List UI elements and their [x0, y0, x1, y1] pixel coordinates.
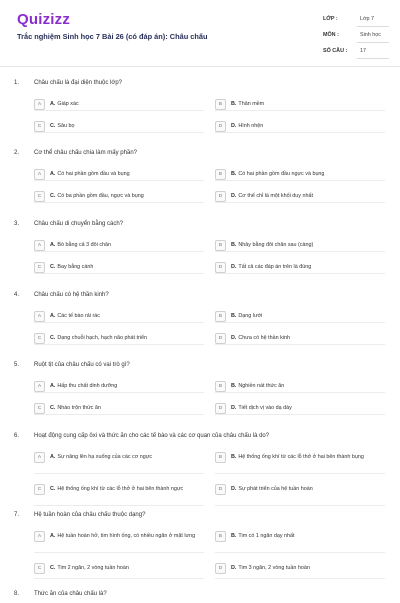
option-label: Hình nhện [238, 123, 264, 129]
question-item [0, 510, 400, 571]
option-text [231, 404, 381, 412]
option-label: Sự phát triển của hệ tuần hoàn [238, 486, 313, 492]
divider [357, 26, 389, 27]
option-text [231, 170, 381, 178]
option-letter: A. [50, 171, 56, 177]
meta-value: 17 [360, 48, 366, 54]
option-letter: D. [231, 405, 237, 411]
question-number: 8. [14, 591, 20, 597]
option-letter: A. [50, 533, 56, 539]
option-letter: A. [50, 242, 56, 248]
answer-option[interactable] [215, 166, 385, 181]
option-letter-box[interactable]: A [34, 531, 45, 542]
option-letter-box[interactable]: C [34, 403, 45, 414]
question-number: 3. [14, 221, 20, 227]
question-header [0, 219, 400, 233]
option-text [50, 263, 200, 271]
option-letter-box[interactable]: D [215, 403, 226, 414]
quizizz-logo[interactable]: Quizizz [17, 11, 71, 28]
option-text [231, 263, 381, 271]
header [0, 0, 400, 67]
option-label: Nghiền nát thức ăn [238, 383, 285, 389]
meta-label: MÔN : [323, 32, 339, 38]
option-letter-box[interactable]: D [215, 262, 226, 273]
option-label: Tiết dịch vị vào dạ dày [238, 405, 292, 411]
answer-option[interactable] [215, 188, 385, 203]
option-label: Hệ thống ống khí từ các lỗ thở ở hai bên thành ngực [57, 486, 184, 492]
option-letter: A. [50, 313, 56, 319]
option-letter: D. [231, 123, 237, 129]
option-text [50, 122, 200, 130]
answer-option[interactable] [34, 308, 204, 323]
page-title: Trắc nghiệm Sinh học 7 Bài 26 (có đáp án): Châu chấu [17, 32, 208, 41]
answer-option[interactable] [215, 259, 385, 274]
option-label: Bò bằng cả 3 đôi chân [57, 242, 112, 248]
option-letter: B. [231, 533, 237, 539]
question-number: 6. [14, 433, 20, 439]
answer-option[interactable] [215, 528, 385, 553]
option-text [231, 532, 381, 540]
question-header [0, 510, 400, 524]
option-letter: C. [50, 193, 56, 199]
answer-option[interactable] [34, 237, 204, 252]
option-text [231, 334, 381, 342]
option-letter: D. [231, 335, 237, 341]
meta-value: Sinh học [360, 32, 381, 38]
option-text [50, 192, 200, 200]
question-item [0, 360, 400, 411]
option-letter: C. [50, 565, 56, 571]
option-letter-box[interactable]: D [215, 333, 226, 344]
option-text [50, 404, 200, 412]
meta-label: SỐ CÂU : [323, 48, 348, 54]
answer-option[interactable] [215, 481, 385, 506]
option-text [50, 100, 200, 108]
question-item [0, 78, 400, 129]
answer-option[interactable] [215, 560, 385, 579]
option-label: Hệ thống ống khí từ các lỗ thở ở hai bên thành bụng [238, 454, 364, 460]
option-label: Nhào trộn thức ăn [57, 405, 101, 411]
option-label: Hệ tuần hoàn hở, tim hình ống, có nhiều ngăn ở mặt lưng [57, 533, 196, 539]
question-header [0, 431, 400, 445]
option-label: Có hai phần gồm đầu và bụng [57, 171, 130, 177]
question-item [0, 589, 400, 603]
option-letter: B. [231, 101, 237, 107]
option-label: Tất cả các đáp án trên là đúng [238, 264, 312, 270]
option-label: Có ba phần gồm đầu, ngực và bụng [57, 193, 144, 199]
answer-option[interactable] [34, 96, 204, 111]
option-letter: C. [50, 335, 56, 341]
question-text: Ruột tịt của châu chấu có vai trò gì? [34, 362, 130, 368]
option-label: Tim có 1 ngăn dạy nhất [238, 533, 295, 539]
answer-option[interactable] [215, 237, 385, 252]
question-item [0, 148, 400, 199]
answer-option[interactable] [215, 308, 385, 323]
option-text [50, 532, 200, 540]
option-label: Nhảy bằng đôi chân sau (càng) [238, 242, 314, 248]
question-header [0, 360, 400, 374]
option-text [50, 564, 200, 572]
option-letter-box[interactable]: D [215, 563, 226, 574]
option-letter-box[interactable]: B [215, 531, 226, 542]
option-letter: B. [231, 171, 237, 177]
question-text: Hệ tuần hoàn của châu chấu thuộc dạng? [34, 512, 146, 518]
question-item [0, 219, 400, 270]
question-text: Thức ăn của châu chấu là? [34, 591, 107, 597]
option-label: Tim 2 ngăn, 2 vòng tuần hoàn [57, 565, 129, 571]
option-text [231, 382, 381, 390]
question-text: Châu chấu có hệ thần kinh? [34, 292, 109, 298]
option-text [50, 453, 200, 461]
option-text [231, 453, 381, 461]
option-label: Hấp thu chất dinh dưỡng [57, 383, 118, 389]
option-letter-box[interactable]: B [215, 381, 226, 392]
meta-row-count [323, 46, 389, 62]
answer-option[interactable] [215, 118, 385, 133]
option-letter-box[interactable]: A [34, 240, 45, 251]
option-text [231, 564, 381, 572]
option-letter: D. [231, 486, 237, 492]
option-letter: B. [231, 313, 237, 319]
question-text: Hoạt động cung cấp ôxi và thức ăn cho các tế bào và các cơ quan của châu chấu là do? [34, 433, 270, 439]
option-text [231, 100, 381, 108]
option-label: Các tế bào rải rác [57, 313, 100, 319]
option-letter-box[interactable]: C [34, 191, 45, 202]
option-letter-box[interactable]: D [215, 484, 226, 495]
meta-value: Lớp 7 [360, 16, 375, 22]
option-text [231, 122, 381, 130]
option-letter-box[interactable]: A [34, 381, 45, 392]
option-letter: A. [50, 454, 56, 460]
option-label: Tim 3 ngăn, 2 vòng tuần hoàn [238, 565, 310, 571]
answer-option[interactable] [34, 259, 204, 274]
option-letter: D. [231, 193, 237, 199]
option-letter-box[interactable]: B [215, 99, 226, 110]
option-letter-box[interactable]: B [215, 240, 226, 251]
question-item [0, 290, 400, 341]
option-text [50, 485, 200, 493]
option-letter: C. [50, 486, 56, 492]
option-text [231, 241, 381, 249]
option-label: Chưa có hệ thần kinh [238, 335, 290, 341]
question-header [0, 589, 400, 603]
option-letter-box[interactable]: C [34, 563, 45, 574]
answer-option[interactable] [34, 188, 204, 203]
option-label: Sự nâng lên hạ xuống của các cơ ngực [57, 454, 153, 460]
question-number: 5. [14, 362, 20, 368]
answer-option[interactable] [215, 400, 385, 415]
meta-row-grade [323, 14, 389, 30]
option-text [50, 170, 200, 178]
option-letter-box[interactable]: C [34, 484, 45, 495]
option-text [50, 334, 200, 342]
option-letter: C. [50, 123, 56, 129]
option-text [231, 312, 381, 320]
option-letter-box[interactable]: A [34, 311, 45, 322]
answer-option[interactable] [34, 330, 204, 345]
meta-panel [323, 14, 389, 62]
option-text [50, 312, 200, 320]
divider [357, 58, 389, 59]
option-label: Có hai phần gồm đầu ngực và bụng [238, 171, 325, 177]
question-header [0, 290, 400, 304]
question-header [0, 78, 400, 92]
answer-option[interactable] [34, 378, 204, 393]
option-letter: D. [231, 565, 237, 571]
option-letter: A. [50, 101, 56, 107]
option-letter-box[interactable]: C [34, 121, 45, 132]
option-label: Dạng lưới [238, 313, 263, 319]
option-letter-box[interactable]: B [215, 311, 226, 322]
option-label: Cơ thể chỉ là một khối duy nhất [238, 193, 313, 199]
question-item [0, 431, 400, 492]
question-number: 2. [14, 150, 20, 156]
option-letter-box[interactable]: B [215, 169, 226, 180]
option-letter-box[interactable]: C [34, 262, 45, 273]
divider [357, 42, 389, 43]
question-number: 1. [14, 80, 20, 86]
answer-option[interactable] [34, 118, 204, 133]
option-label: Giáp xác [57, 101, 79, 107]
option-letter-box[interactable]: B [215, 452, 226, 463]
option-letter-box[interactable]: D [215, 121, 226, 132]
option-text [231, 192, 381, 200]
question-number: 7. [14, 512, 20, 518]
answer-option[interactable] [34, 481, 204, 506]
option-letter: C. [50, 405, 56, 411]
option-letter-box[interactable]: A [34, 99, 45, 110]
option-letter-box[interactable]: D [215, 191, 226, 202]
option-letter: A. [50, 383, 56, 389]
option-letter: D. [231, 264, 237, 270]
question-text: Cơ thể châu chấu chia làm mấy phần? [34, 150, 137, 156]
option-label: Bay bằng cánh [57, 264, 94, 270]
option-letter: B. [231, 383, 237, 389]
option-letter-box[interactable]: C [34, 333, 45, 344]
answer-option[interactable] [34, 400, 204, 415]
question-text: Châu chấu di chuyển bằng cách? [34, 221, 124, 227]
meta-row-subject [323, 30, 389, 46]
option-label: Sâu bọ [57, 123, 75, 129]
option-label: Dạng chuỗi hạch, hạch não phát triển [57, 335, 148, 341]
answer-option[interactable] [34, 528, 204, 553]
option-letter-box[interactable]: A [34, 452, 45, 463]
question-text: Châu chấu là đại diện thuộc lớp? [34, 80, 122, 86]
option-letter: B. [231, 454, 237, 460]
option-text [50, 382, 200, 390]
question-number: 4. [14, 292, 20, 298]
answer-option[interactable] [34, 560, 204, 579]
option-text [50, 241, 200, 249]
question-header [0, 148, 400, 162]
answer-option[interactable] [34, 166, 204, 181]
answer-option[interactable] [215, 378, 385, 393]
option-text [231, 485, 381, 493]
option-letter: B. [231, 242, 237, 248]
option-letter-box[interactable]: A [34, 169, 45, 180]
answer-option[interactable] [34, 449, 204, 474]
meta-label: LỚP : [323, 16, 338, 22]
option-letter: C. [50, 264, 56, 270]
answer-option[interactable] [215, 330, 385, 345]
option-label: Thân mềm [238, 101, 265, 107]
answer-option[interactable] [215, 96, 385, 111]
answer-option[interactable] [215, 449, 385, 474]
